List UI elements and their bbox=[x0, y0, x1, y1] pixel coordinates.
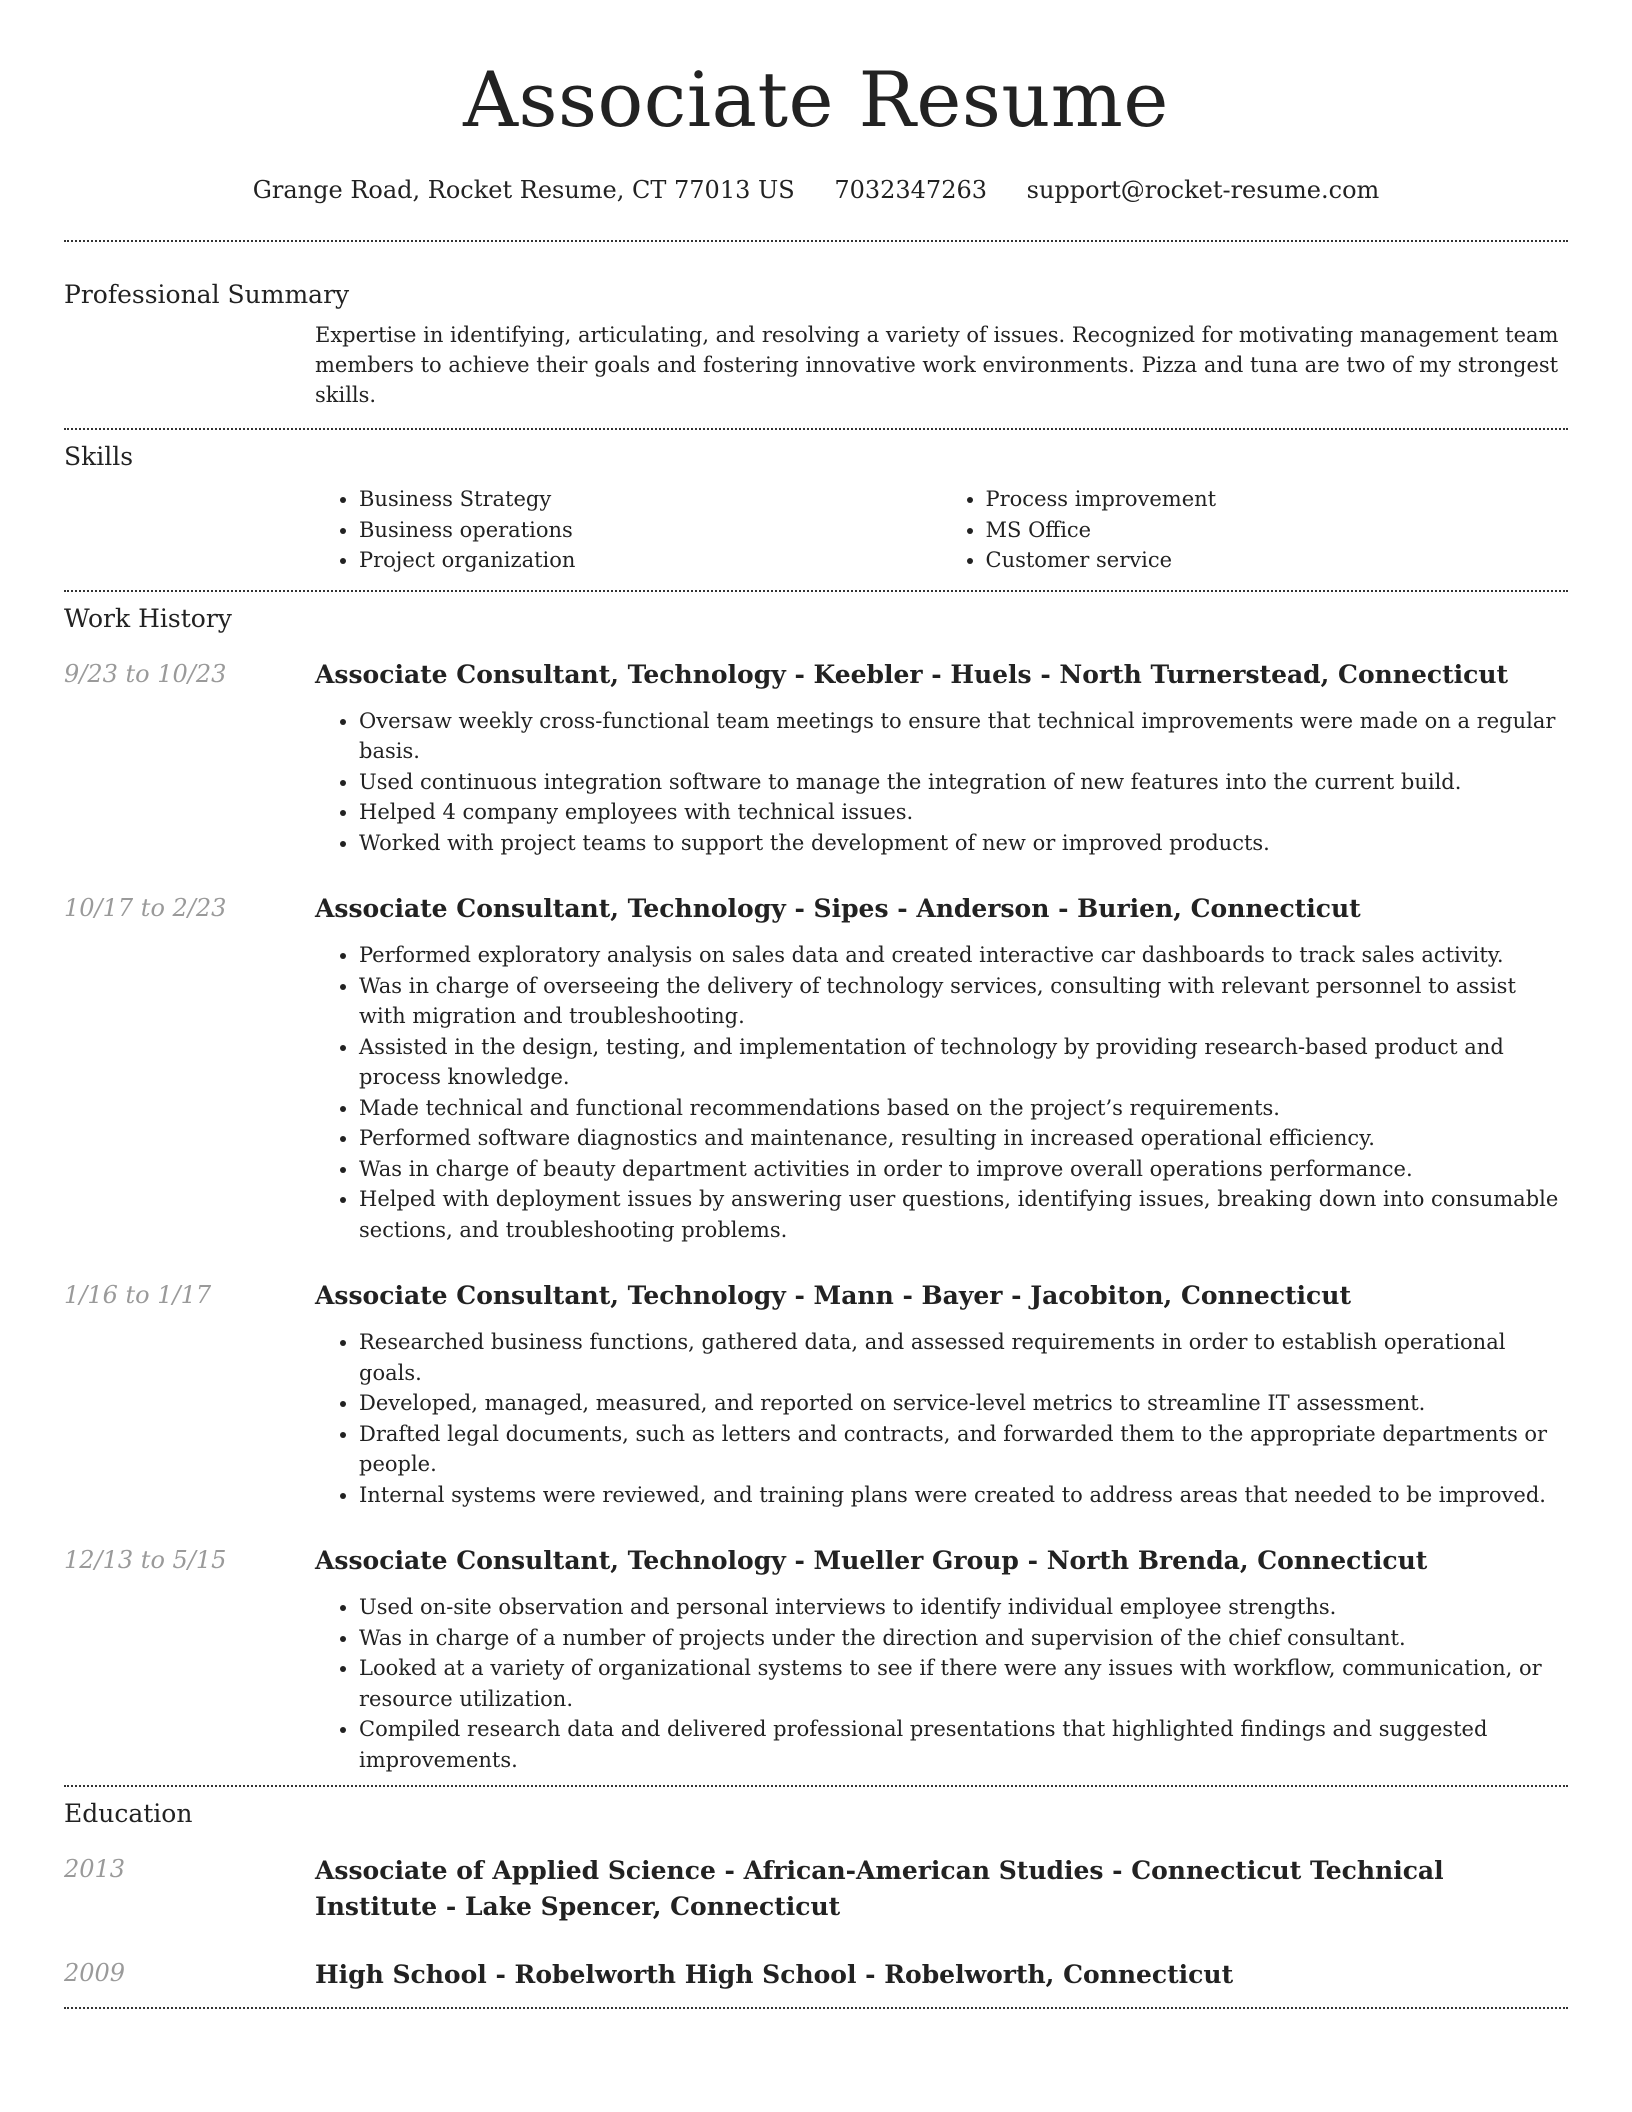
skills-heading: Skills bbox=[64, 442, 134, 471]
skill-item: • Process improvement bbox=[986, 484, 1569, 515]
job-entry bbox=[64, 658, 1568, 859]
job-title: Associate Consultant, Technology - Mann - Bayer - Jacobiton, Connecticut bbox=[315, 1281, 1351, 1310]
job-title: Associate Consultant, Technology - Sipes - Anderson - Burien, Connecticut bbox=[315, 894, 1361, 923]
job-bullets bbox=[315, 940, 1568, 1245]
resume-page bbox=[64, 0, 1568, 2009]
summary-heading: Professional Summary bbox=[64, 280, 350, 309]
summary-text: Expertise in identifying, articulating, and resolving a variety of issues. Recognized for motivating management team members to achieve their goals and fostering innovative work environments. Pizza and tuna are two of my strongest skills. bbox=[315, 323, 1559, 407]
education-date: 2009 bbox=[64, 1959, 126, 1987]
job-entry bbox=[64, 892, 1568, 1245]
job-bullet: • Looked at a variety of organizational systems to see if there were any issues with workflow, communication, or resource utilization. bbox=[359, 1653, 1568, 1714]
job-bullet: • Worked with project teams to support the development of new or improved products. bbox=[359, 828, 1568, 859]
job-entry bbox=[64, 1279, 1568, 1510]
job-bullet: • Drafted legal documents, such as letters and contracts, and forwarded them to the appropriate departments or people. bbox=[359, 1419, 1568, 1480]
education-section bbox=[64, 1787, 1568, 2007]
job-bullets bbox=[315, 1592, 1568, 1775]
job-entry bbox=[64, 1544, 1568, 1775]
job-bullet: • Researched business functions, gathered data, and assessed requirements in order to establish operational goals. bbox=[359, 1327, 1568, 1388]
job-bullets bbox=[315, 706, 1568, 859]
job-bullet: • Made technical and functional recommendations based on the project’s requirements. bbox=[359, 1093, 1568, 1124]
skills-list-right bbox=[942, 484, 1569, 576]
education-entry bbox=[64, 1853, 1568, 1925]
divider bbox=[64, 2007, 1568, 2009]
education-title: High School - Robelworth High School - Robelworth, Connecticut bbox=[315, 1960, 1234, 1989]
contact-phone: 7032347263 bbox=[834, 176, 988, 204]
job-bullet: • Assisted in the design, testing, and implementation of technology by providing research-based product and process knowledge. bbox=[359, 1032, 1568, 1093]
skill-item: • Business operations bbox=[359, 515, 942, 546]
job-date: 9/23 to 10/23 bbox=[64, 659, 227, 688]
contact-email: support@rocket-resume.com bbox=[1026, 176, 1380, 204]
resume-title: Associate Resume bbox=[463, 55, 1169, 144]
skills-list-left bbox=[315, 484, 942, 576]
job-bullet: • Oversaw weekly cross-functional team meetings to ensure that technical improvements were made on a regular basis. bbox=[359, 706, 1568, 767]
job-bullet: • Performed exploratory analysis on sales data and created interactive car dashboards to track sales activity. bbox=[359, 940, 1568, 971]
job-bullet: • Was in charge of a number of projects under the direction and supervision of the chief consultant. bbox=[359, 1623, 1568, 1654]
skill-item: • Business Strategy bbox=[359, 484, 942, 515]
job-bullet: • Was in charge of overseeing the delivery of technology services, consulting with relevant personnel to assist with migration and troubleshooting. bbox=[359, 971, 1568, 1032]
contact-address: Grange Road, Rocket Resume, CT 77013 US bbox=[252, 176, 795, 204]
job-bullet: • Developed, managed, measured, and reported on service-level metrics to streamline IT assessment. bbox=[359, 1388, 1568, 1419]
job-bullet: • Was in charge of beauty department activities in order to improve overall operations performance. bbox=[359, 1154, 1568, 1185]
job-date: 12/13 to 5/15 bbox=[64, 1546, 227, 1574]
job-bullet: • Helped 4 company employees with technical issues. bbox=[359, 797, 1568, 828]
education-date: 2013 bbox=[64, 1855, 126, 1883]
skill-item: • Project organization bbox=[359, 545, 942, 576]
job-title: Associate Consultant, Technology - Keebler - Huels - North Turnerstead, Connecticut bbox=[315, 659, 1509, 689]
summary-section bbox=[64, 242, 1568, 428]
job-date: 10/17 to 2/23 bbox=[64, 894, 227, 922]
skill-item: • MS Office bbox=[986, 515, 1569, 546]
job-title: Associate Consultant, Technology - Mueller Group - North Brenda, Connecticut bbox=[315, 1546, 1428, 1575]
skills-section bbox=[64, 430, 1568, 590]
job-bullet: • Helped with deployment issues by answering user questions, identifying issues, breaking down into consumable sections, and troubleshooting problems. bbox=[359, 1184, 1568, 1245]
education-heading: Education bbox=[64, 1799, 193, 1828]
job-date: 1/16 to 1/17 bbox=[64, 1281, 212, 1309]
job-bullet: • Internal systems were reviewed, and training plans were created to address areas that needed to be improved. bbox=[359, 1480, 1568, 1511]
work-heading: Work History bbox=[64, 603, 232, 633]
job-bullets bbox=[315, 1327, 1568, 1510]
contact-line bbox=[64, 174, 1568, 206]
education-title: Associate of Applied Science - African-American Studies - Connecticut Technical Institute - Lake Spencer, Connecticut bbox=[315, 1856, 1444, 1921]
work-section bbox=[64, 592, 1568, 1786]
job-bullet: • Used continuous integration software to manage the integration of new features into the current build. bbox=[359, 767, 1568, 798]
skill-item: • Customer service bbox=[986, 545, 1569, 576]
job-bullet: • Used on-site observation and personal interviews to identify individual employee strengths. bbox=[359, 1592, 1568, 1623]
job-bullet: • Compiled research data and delivered professional presentations that highlighted findings and suggested improvements. bbox=[359, 1714, 1568, 1775]
education-entry bbox=[64, 1957, 1568, 1993]
job-bullet: • Performed software diagnostics and maintenance, resulting in increased operational efficiency. bbox=[359, 1123, 1568, 1154]
